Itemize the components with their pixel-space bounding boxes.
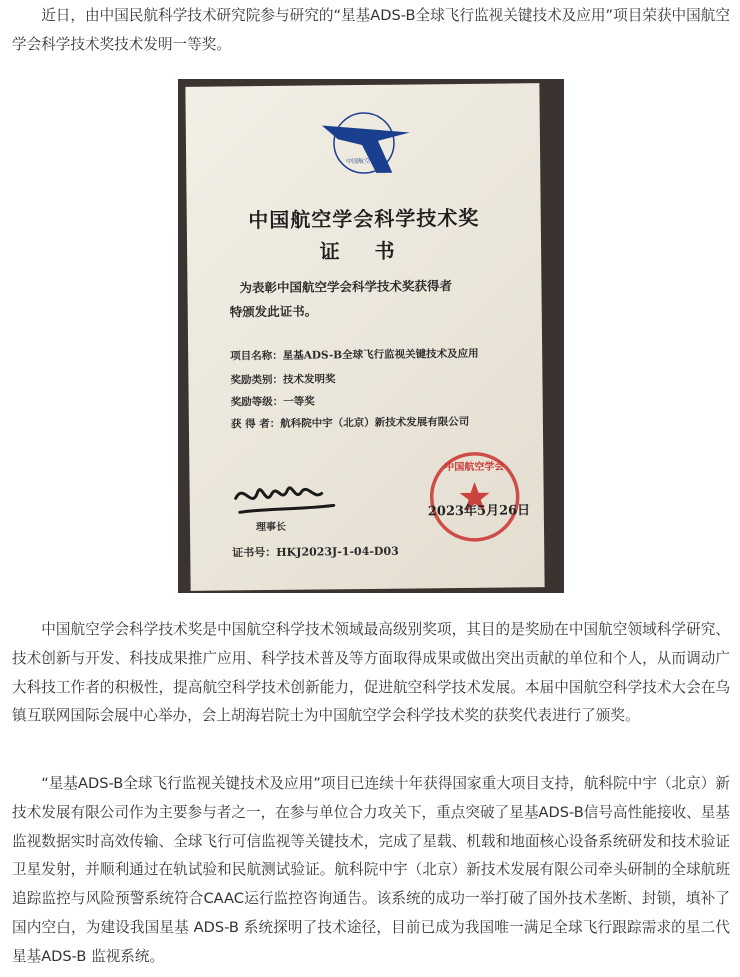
certificate-photo	[178, 79, 564, 593]
certificate-date: 2023年5月26日	[427, 503, 531, 520]
praise-line-2: 特颁发此证书。	[229, 303, 318, 320]
signer-title: 理事长	[255, 521, 287, 534]
emblem-text: 中国航空学会	[346, 157, 383, 166]
signature-image	[229, 473, 339, 520]
award-level-field: 奖励等级：一等奖	[230, 395, 315, 409]
society-emblem-icon	[318, 102, 415, 181]
official-seal-icon	[427, 449, 522, 544]
certificate-number: 证书号：HKJ2023J-1-04-D03	[232, 544, 399, 560]
project-description-paragraph: “星基ADS-B全球飞行监视关键技术及应用”项目已连续十年获得国家重大项目支持，航科院中宇（北京）新技术发展有限公司作为主要参与者之一，在参与单位合力攻关下，重点突破了星基ADS-B信号高性能接收、星基监视数据实时高效传输、全球飞行可信监视等关键技术，完成了星载、机载和地面核心设备系统研发和技术验证卫星发射，并顺利通过在轨试验和民航测试验证。航科院中宇（北京）新技术发展有限公司牵头研制的全球航班追踪监控与风险预警系统符合CAAC运行监控咨询通告。该系统的成功一举打破了国外技术垄断、封锁，填补了国内空白，为建设我国星基 ADS-B 系统探明了技术途径，目前已成为我国唯一满足全球飞行跟踪需求的星二代星基ADS-B 监视系统。	[12, 775, 730, 965]
seal-text: 中国航空学会	[444, 461, 505, 474]
certificate-subtitle: 证 书	[319, 238, 409, 264]
award-category-field: 奖励类别：技术发明奖	[230, 373, 336, 387]
certificate	[185, 83, 544, 591]
winner-field: 获 得 者：航科院中宇（北京）新技术发展有限公司	[230, 415, 470, 431]
intro-paragraph: 近日，由中国民航科学技术研究院参与研究的“星基ADS-B全球飞行监视关键技术及应用”项目荣获中国航空学会科学技术奖技术发明一等奖。	[12, 7, 730, 53]
praise-line-1: 为表彰中国航空学会科学技术奖获得者	[239, 278, 453, 296]
certificate-title: 中国航空学会科学技术奖	[248, 205, 480, 233]
project-name-field: 项目名称：星基ADS-B全球飞行监视关键技术及应用	[230, 347, 479, 363]
award-description-paragraph: 中国航空学会科学技术奖是中国航空科学技术领域最高级别奖项，其目的是奖励在中国航空领域科学研究、技术创新与开发、科技成果推广应用、科学技术普及等方面取得成果或做出突出贡献的单位和个人，从而调动广大科技工作者的积极性，提高航空科学技术创新能力，促进航空科学技术发展。本届中国航空科学技术大会在乌镇互联网国际会展中心举办，会上胡海岩院士为中国航空学会科学技术奖的获奖代表进行了颁奖。	[12, 621, 730, 725]
